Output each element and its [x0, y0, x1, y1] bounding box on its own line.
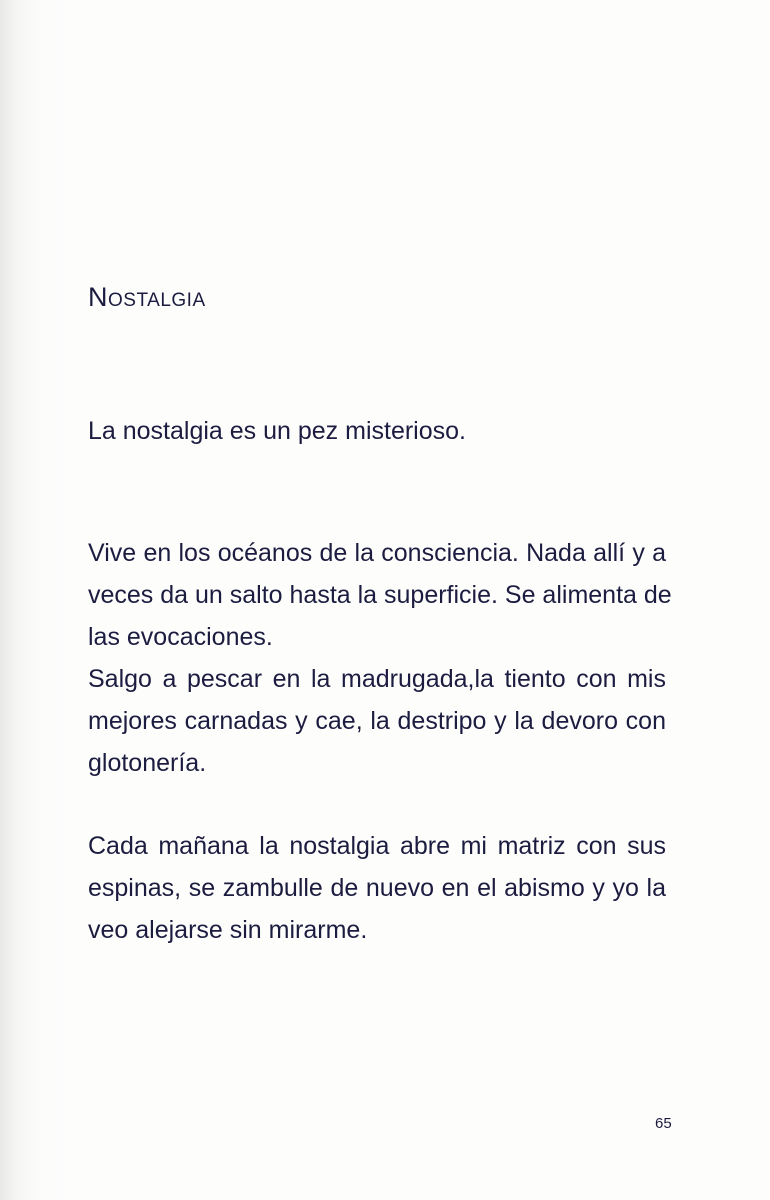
- body-line-4: Salgo a pescar en la madrugada,la tiento con mis: [88, 665, 666, 693]
- body-line-1: Vive en los océanos de la consciencia. Nada allí y a: [88, 539, 666, 567]
- opening-line: La nostalgia es un pez misterioso.: [88, 417, 466, 445]
- poem-title: Nostalgia: [88, 282, 206, 312]
- body-line-8: espinas, se zambulle de nuevo en el abismo y yo la: [88, 874, 666, 902]
- body-line-6: glotonería.: [88, 749, 207, 777]
- body-line-5: mejores carnadas y cae, la destripo y la devoro con: [88, 707, 666, 735]
- body-line-3: las evocaciones.: [88, 623, 273, 651]
- body-line-9: veo alejarse sin mirarme.: [88, 916, 368, 944]
- page-number: 65: [655, 1115, 672, 1132]
- body-line-7: Cada mañana la nostalgia abre mi matriz con sus: [88, 832, 666, 860]
- body-line-2: veces da un salto hasta la superficie. Se alimenta de: [88, 581, 672, 609]
